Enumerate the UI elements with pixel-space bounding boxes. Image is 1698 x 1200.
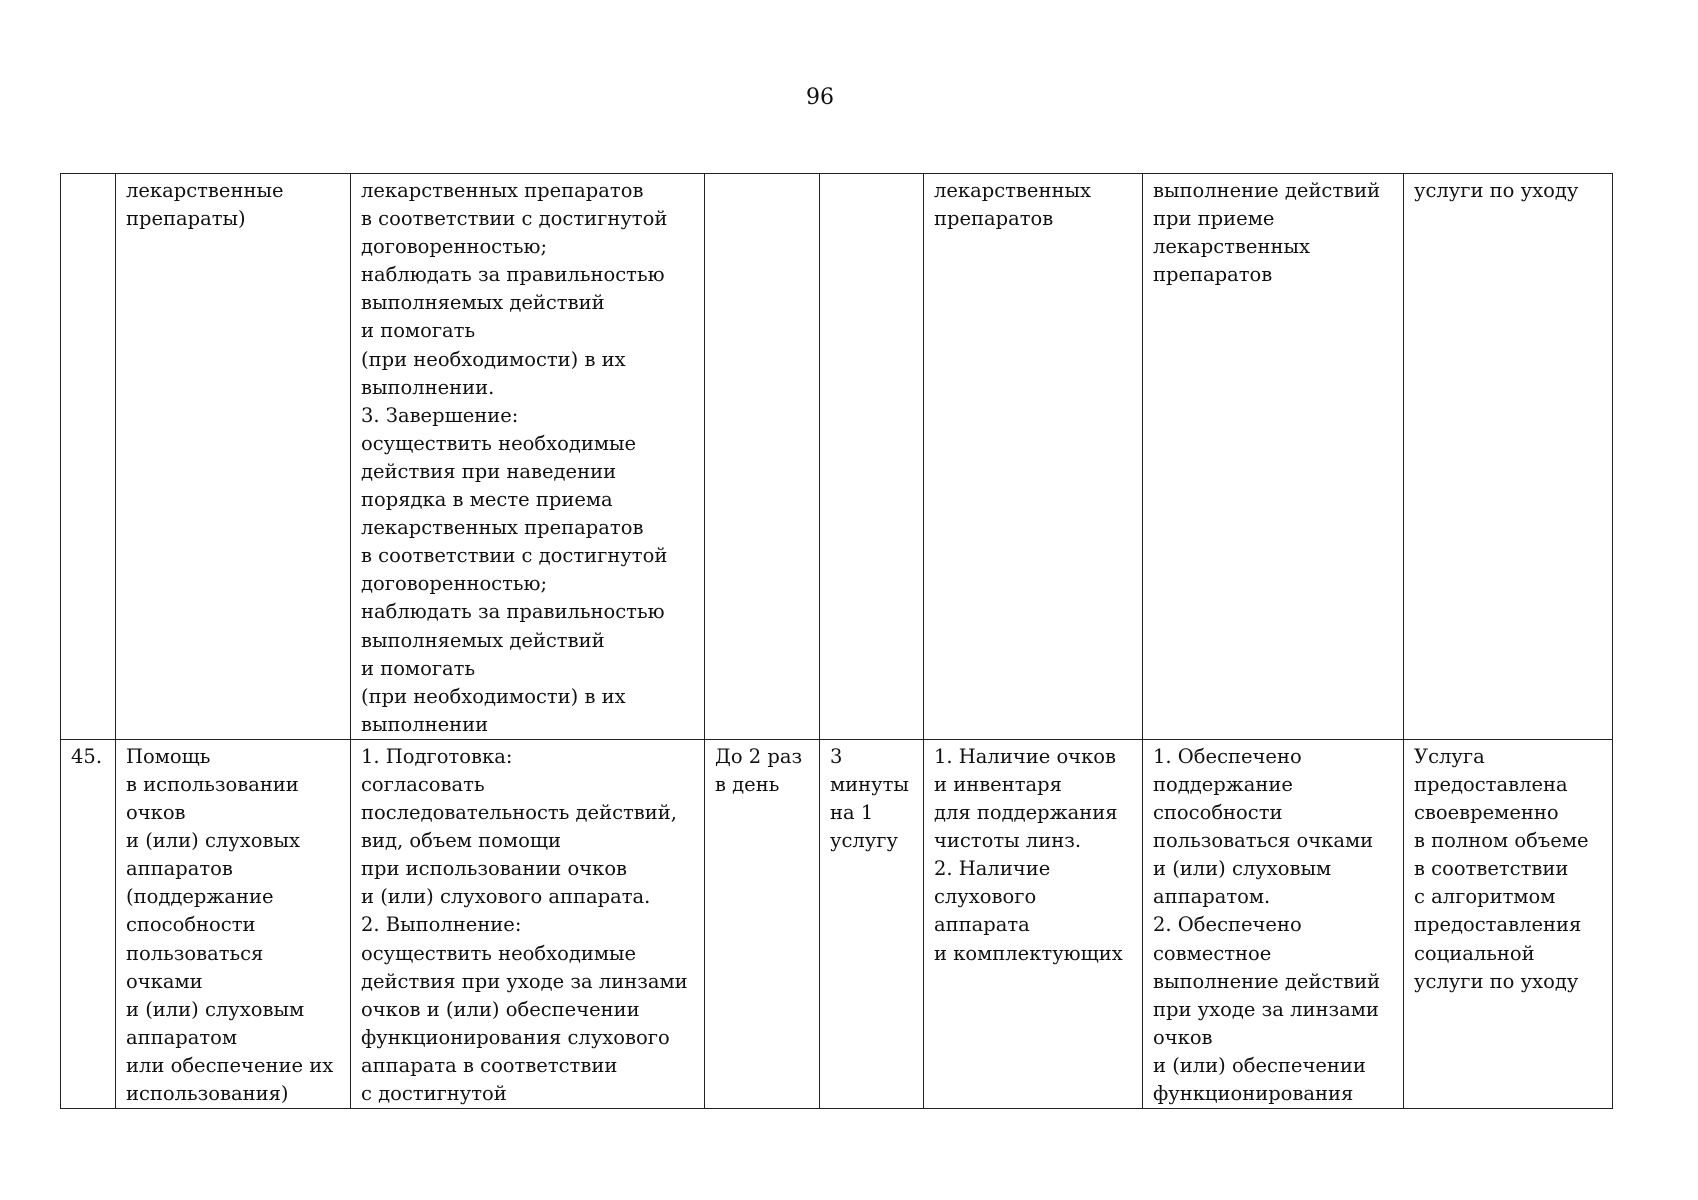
- conditions-cell: 1. Наличие очков и инвентаря для поддержания чистоты линз. 2. Наличие слухового аппарата и комплектующих: [924, 739, 1143, 1108]
- duration-cell: 3 минуты на 1 услугу: [820, 739, 924, 1108]
- service-name-cell: лекарственные препараты): [116, 174, 351, 740]
- quality-cell: услуги по уходу: [1404, 174, 1613, 740]
- row-number-cell: 45.: [61, 739, 116, 1108]
- duration-cell: [820, 174, 924, 740]
- frequency-cell: [705, 174, 820, 740]
- quality-cell: Услуга предоставлена своевременно в полном объеме в соответствии с алгоритмом предоставления социальной услуги по уходу: [1404, 739, 1613, 1108]
- frequency-cell: До 2 раз в день: [705, 739, 820, 1108]
- algorithm-cell: 1. Подготовка: согласовать последовательность действий, вид, объем помощи при использовании очков и (или) слухового аппарата. 2. Выполнение: осуществить необходимые действия при уходе за линзами очков и (или) обеспечении функционирования слухового аппарата в соответствии с достигнутой: [351, 739, 705, 1108]
- service-name-cell: Помощь в использовании очков и (или) слуховых аппаратов (поддержание способности пользоваться очками и (или) слуховым аппаратом или обеспечение их использования): [116, 739, 351, 1108]
- table-row: [61, 174, 1613, 740]
- result-cell: выполнение действий при приеме лекарственных препаратов: [1143, 174, 1404, 740]
- table-row: [61, 739, 1613, 1108]
- services-table: [60, 173, 1613, 1109]
- row-number-cell: [61, 174, 116, 740]
- result-cell: 1. Обеспечено поддержание способности пользоваться очками и (или) слуховым аппаратом. 2. Обеспечено совместное выполнение действий при уходе за линзами очков и (или) обеспечении функционирования: [1143, 739, 1404, 1108]
- page-number: 96: [806, 85, 834, 110]
- conditions-cell: лекарственных препаратов: [924, 174, 1143, 740]
- algorithm-cell: лекарственных препаратов в соответствии с достигнутой договоренностью; наблюдать за правильностью выполняемых действий и помогать (при необходимости) в их выполнении. 3. Завершение: осуществить необходимые действия при наведении порядка в месте приема лекарственных препаратов в соответствии с достигнутой договоренностью; наблюдать за правильностью выполняемых действий и помогать (при необходимости) в их выполнении: [351, 174, 705, 740]
